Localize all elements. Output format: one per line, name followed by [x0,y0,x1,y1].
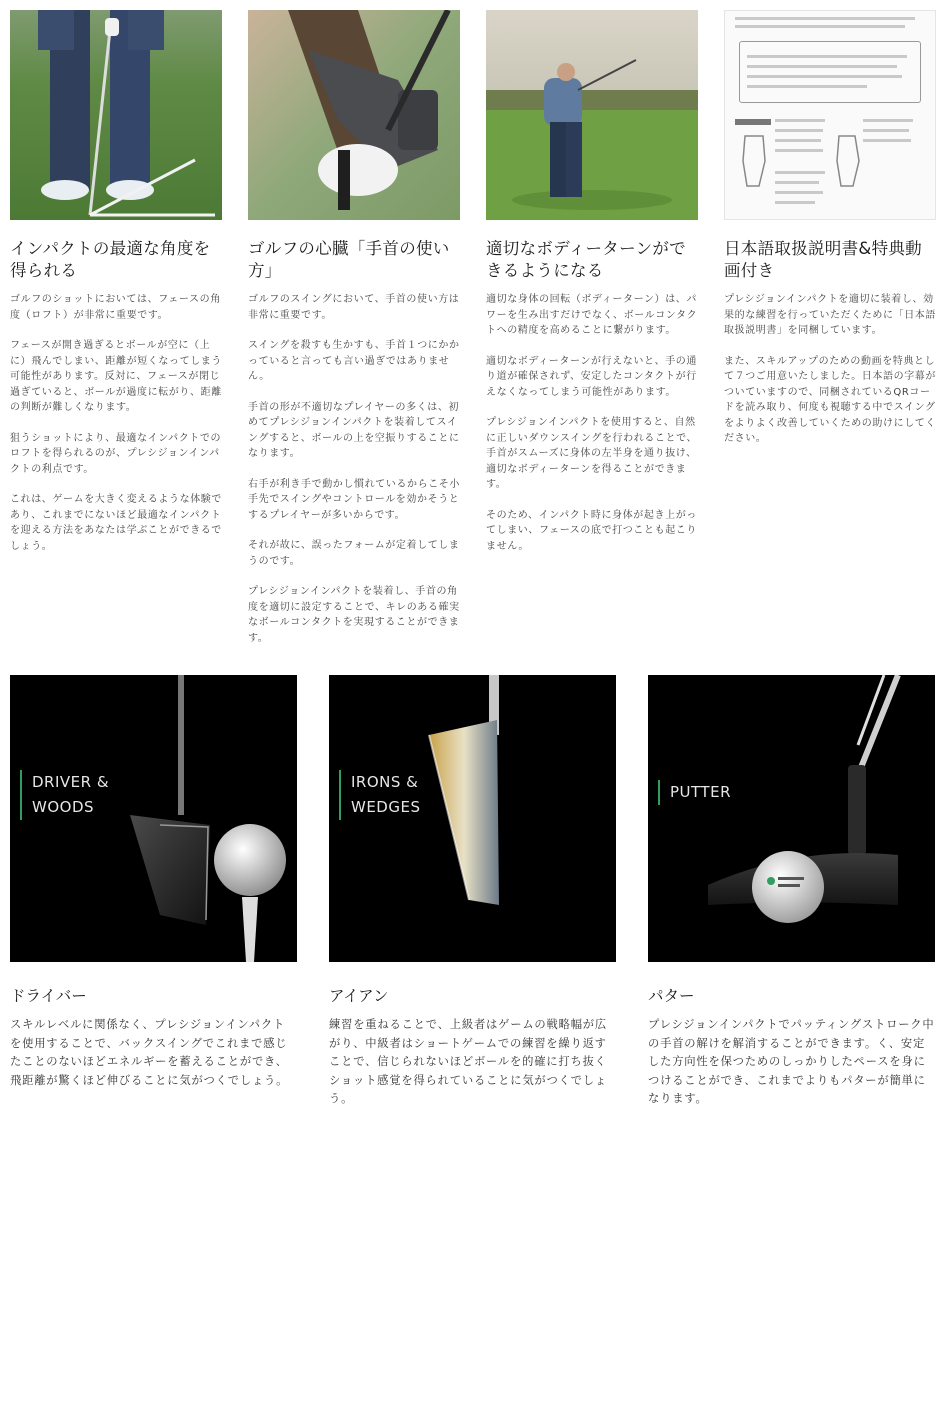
feature-paragraph: プレシジョンインパクトを使用すると、自然に正しいダウンスイングを行われることで、手首がスムーズに身体の左半身を通り抜け、適切なボディーターンを得ることができます。 [486,417,698,490]
feature-paragraph: そのため、インパクト時に身体が起き上がってしまい、フェースの底で打つことも起こりません。 [486,509,697,552]
club-title: アイアン [329,987,389,1005]
club-image-driver [10,675,297,962]
feature-paragraph: プレシジョンインパクトを装着し、手首の角度を適切に設定することで、キレのある確実なボールコンタクトを実現することができます。 [248,586,460,644]
club-label-driver: DRIVER & WOODS [20,770,109,820]
club-image-putter [648,675,935,962]
feature-title: 適切なボディーターンができるようになる [486,239,686,280]
manual-page-image [724,10,936,220]
feature-paragraph: ゴルフのスイングにおいて、手首の使い方は非常に重要です。 [248,294,460,321]
feature-paragraph: これは、ゲームを大きく変えるような体験であり、これまでにないほど最適なインパクトを迎える方法をあなたは学ぶことができるでしょう。 [10,494,222,552]
club-title: パター [648,987,695,1005]
feature-paragraph: 適切なボディーターンが行えないと、手の通り道が確保されず、安定したコンタクトが行えなくなってしまう可能性があります。 [486,355,697,398]
club-card-driver [10,675,297,1090]
feature-card-impact-angle [10,10,222,554]
club-label-irons: IRONS & WEDGES [339,770,420,820]
club-description: 練習を重ねることで、上級者はゲームの戦略幅が広がり、中級者はショートゲームでの練習を繰り返すことで、信じられないほどボールを的確に打ち抜くショット感覚を得られていることに気がつくでしょう。 [329,1018,608,1105]
club-card-putter [648,675,935,1109]
club-label-putter: PUTTER [658,780,731,805]
feature-photo-manual-page [724,10,936,220]
feature-paragraph: また、スキルアップのための動画を特典として７つご用意いたしました。日本語の字幕がついていますので、同梱されているQRコードを読み取り、何度も視聴する中でスイングをよりよく改善していくための助けにしてください。 [724,355,936,444]
club-card-irons [329,675,616,1109]
feature-paragraph: フェースが開き過ぎるとボールが空に（上に）飛んでしまい、距離が短くなってしまう可能性があります。反対に、フェースが閉じ過ぎていると、ボールが過度に転がり、距離の判断が難しくなります。 [10,340,222,413]
feature-paragraph: 手首の形が不適切なプレイヤーの多くは、初めてプレシジョンインパクトを装着してスイングすると、ボールの上を空振りすることになります。 [248,401,460,459]
feature-paragraph: 右手が利き手で動かし慣れているからこそ小手先でスイングやコントロールを効かそうとするプレイヤーが多いからです。 [248,478,460,521]
feature-card-wrist [248,10,460,646]
club-description: スキルレベルに関係なく、プレシジョンインパクトを使用することで、バックスイングでこれまで感じたことのないほどエネルギーを蓄えることができ、飛距離が驚くほど伸びることに気がつくでしょう。 [10,1018,289,1087]
feature-photo-golfer-swing [486,10,698,220]
feature-paragraph: 狙うショットにより、最適なインパクトでのロフトを得られるのが、プレシジョンインパクトの利点です。 [10,432,222,475]
features-section [0,10,948,650]
feature-title: ゴルフの心臓「手首の使い方」 [248,239,450,280]
feature-paragraph: それが故に、誤ったフォームが定着してしまうのです。 [248,540,460,567]
feature-paragraph: スイングを殺すも生かすも、手首１つにかかっていると言っても言い過ぎではありません。 [248,340,460,382]
feature-paragraph: ゴルフのショットにおいては、フェースの角度（ロフト）が非常に重要です。 [10,294,221,321]
feature-photo-golfer-legs [10,10,222,220]
feature-title: 日本語取扱説明書&特典動画付き [724,239,922,280]
feature-card-manual [724,10,936,447]
feature-title: インパクトの最適な角度を得られる [10,239,211,280]
club-title: ドライバー [10,987,87,1005]
club-description: プレシジョンインパクトでパッティングストローク中の手首の解けを解消することができます。く、安定した方向性を保つためのしっかりしたペースを身につけることができ、これまでよりもパターが簡単になります。 [648,1018,935,1105]
club-image-irons [329,675,616,962]
feature-paragraph: 適切な身体の回転（ボディーターン）は、パワーを生み出すだけでなく、ボールコンタクトへの精度を高めることに繋がります。 [486,294,698,336]
feature-card-body-turn [486,10,698,554]
feature-paragraph: プレシジョンインパクトを適切に装着し、効果的な練習を行っていただくために「日本語取扱説明書」を同梱しています。 [724,294,936,336]
feature-photo-wrist-device [248,10,460,220]
